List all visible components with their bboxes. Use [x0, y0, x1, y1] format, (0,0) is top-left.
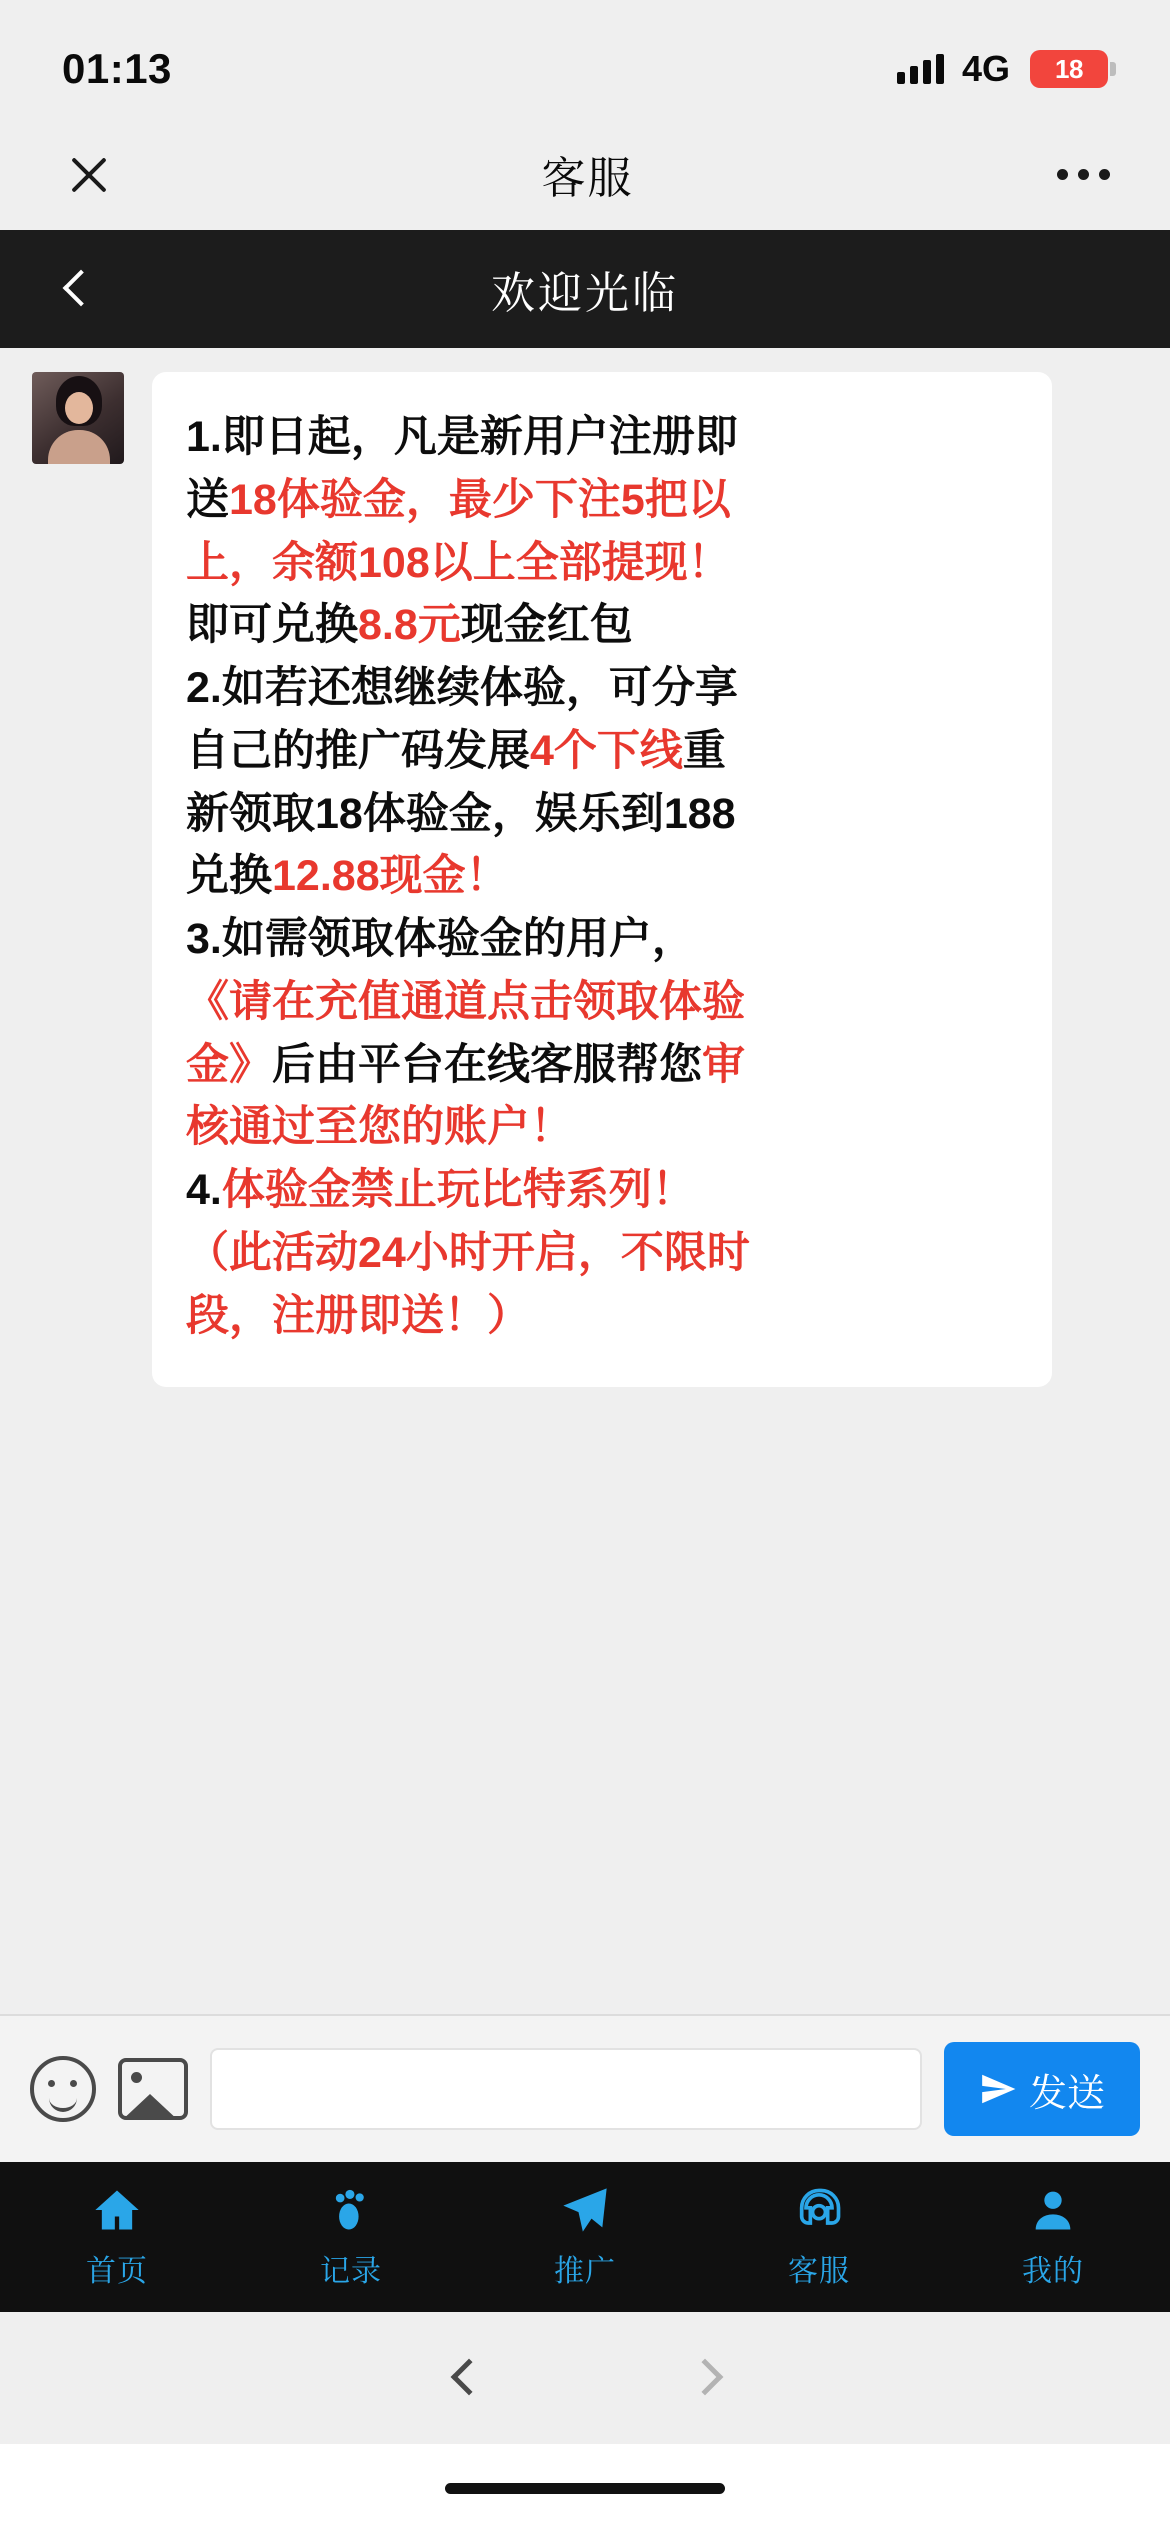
message-row	[0, 372, 1170, 1387]
send-button[interactable]	[944, 2042, 1140, 2136]
mini-program-header	[0, 118, 1170, 230]
message-segment: 新领取18体验金，娱乐到188	[186, 789, 736, 838]
message-segment: 18体验金，最少下注5把以	[229, 475, 731, 524]
message-segment: 4个下线	[530, 726, 683, 775]
status-indicators	[897, 48, 1108, 90]
signal-bars-icon	[897, 54, 944, 84]
browser-navigation	[0, 2312, 1170, 2444]
battery-charging-icon	[1030, 50, 1108, 88]
message-segment: 段，注册即送！）	[186, 1291, 530, 1340]
close-icon[interactable]	[60, 145, 118, 203]
app-navbar	[0, 230, 1170, 348]
message-segment: 3.如需领取体验金的用户，	[186, 915, 695, 964]
chevron-right-icon[interactable]	[680, 2355, 726, 2401]
headset-icon	[793, 2184, 845, 2236]
bottom-tab-bar	[0, 2162, 1170, 2312]
tab-records-label: 记录	[320, 2255, 382, 2288]
message-segment: 1.即日起，凡是新用户注册即	[186, 413, 738, 461]
message-text	[186, 406, 1018, 1347]
message-segment: 现金红包	[460, 601, 633, 650]
navbar-title: 欢迎光临	[491, 269, 679, 318]
tab-support-label: 客服	[788, 2255, 850, 2288]
tab-records[interactable]	[234, 2184, 468, 2290]
message-segment: 重	[682, 726, 726, 775]
message-segment: 上，余额108以上全部提现！	[186, 538, 731, 587]
status-bar	[0, 0, 1170, 118]
more-dots-icon[interactable]	[1057, 169, 1110, 180]
message-segment: 8.8元	[358, 601, 461, 650]
paper-plane-icon	[559, 2184, 611, 2236]
tab-promotion[interactable]	[468, 2184, 702, 2290]
message-segment: 4.	[186, 1166, 222, 1215]
send-button-label: 发送	[1028, 2072, 1105, 2115]
page-title: 客服	[541, 154, 634, 203]
footprints-icon	[325, 2184, 377, 2236]
send-plane-icon	[979, 2070, 1017, 2108]
message-segment: 后由平台在线客服帮您	[272, 1040, 702, 1089]
chat-input-bar	[0, 2014, 1170, 2162]
message-input[interactable]	[210, 2048, 922, 2130]
home-indicator-area	[0, 2444, 1170, 2532]
image-icon[interactable]	[118, 2058, 188, 2120]
message-segment: 审	[702, 1040, 745, 1089]
message-segment: 12.88现金！	[272, 852, 509, 901]
message-bubble	[152, 372, 1052, 1387]
message-segment: 即可兑换	[186, 601, 358, 650]
tab-support[interactable]	[702, 2184, 936, 2290]
tab-mine[interactable]	[936, 2184, 1170, 2290]
message-segment: 兑换	[186, 852, 272, 901]
agent-avatar	[32, 372, 124, 464]
message-segment: 自己的推广码发展	[186, 726, 530, 775]
person-icon	[1027, 2184, 1079, 2236]
chevron-left-icon[interactable]	[444, 2355, 490, 2401]
message-segment: 2.如若还想继续体验，可分享	[186, 664, 738, 713]
message-segment: 送	[186, 475, 229, 524]
home-icon	[91, 2184, 143, 2236]
tab-mine-label: 我的	[1022, 2255, 1084, 2288]
message-segment: 体验金禁止玩比特系列！	[221, 1166, 695, 1215]
emoji-icon[interactable]	[30, 2056, 96, 2122]
home-indicator[interactable]	[445, 2483, 725, 2494]
tab-promotion-label: 推广	[554, 2255, 616, 2288]
chat-area	[0, 348, 1170, 2014]
chevron-left-icon[interactable]	[54, 266, 100, 312]
status-time: 01:13	[62, 45, 172, 92]
message-segment: 《请在充值通道点击领取体验	[186, 977, 745, 1026]
battery-level-label: 18	[1055, 53, 1083, 84]
tab-home-label: 首页	[86, 2255, 148, 2288]
tab-home[interactable]	[0, 2184, 234, 2290]
network-type-label: 4G	[961, 48, 1010, 89]
message-segment: （此活动24小时开启，不限时	[186, 1228, 750, 1277]
message-segment: 核通过至您的账户！	[186, 1103, 573, 1152]
message-segment: 金》	[186, 1040, 272, 1089]
